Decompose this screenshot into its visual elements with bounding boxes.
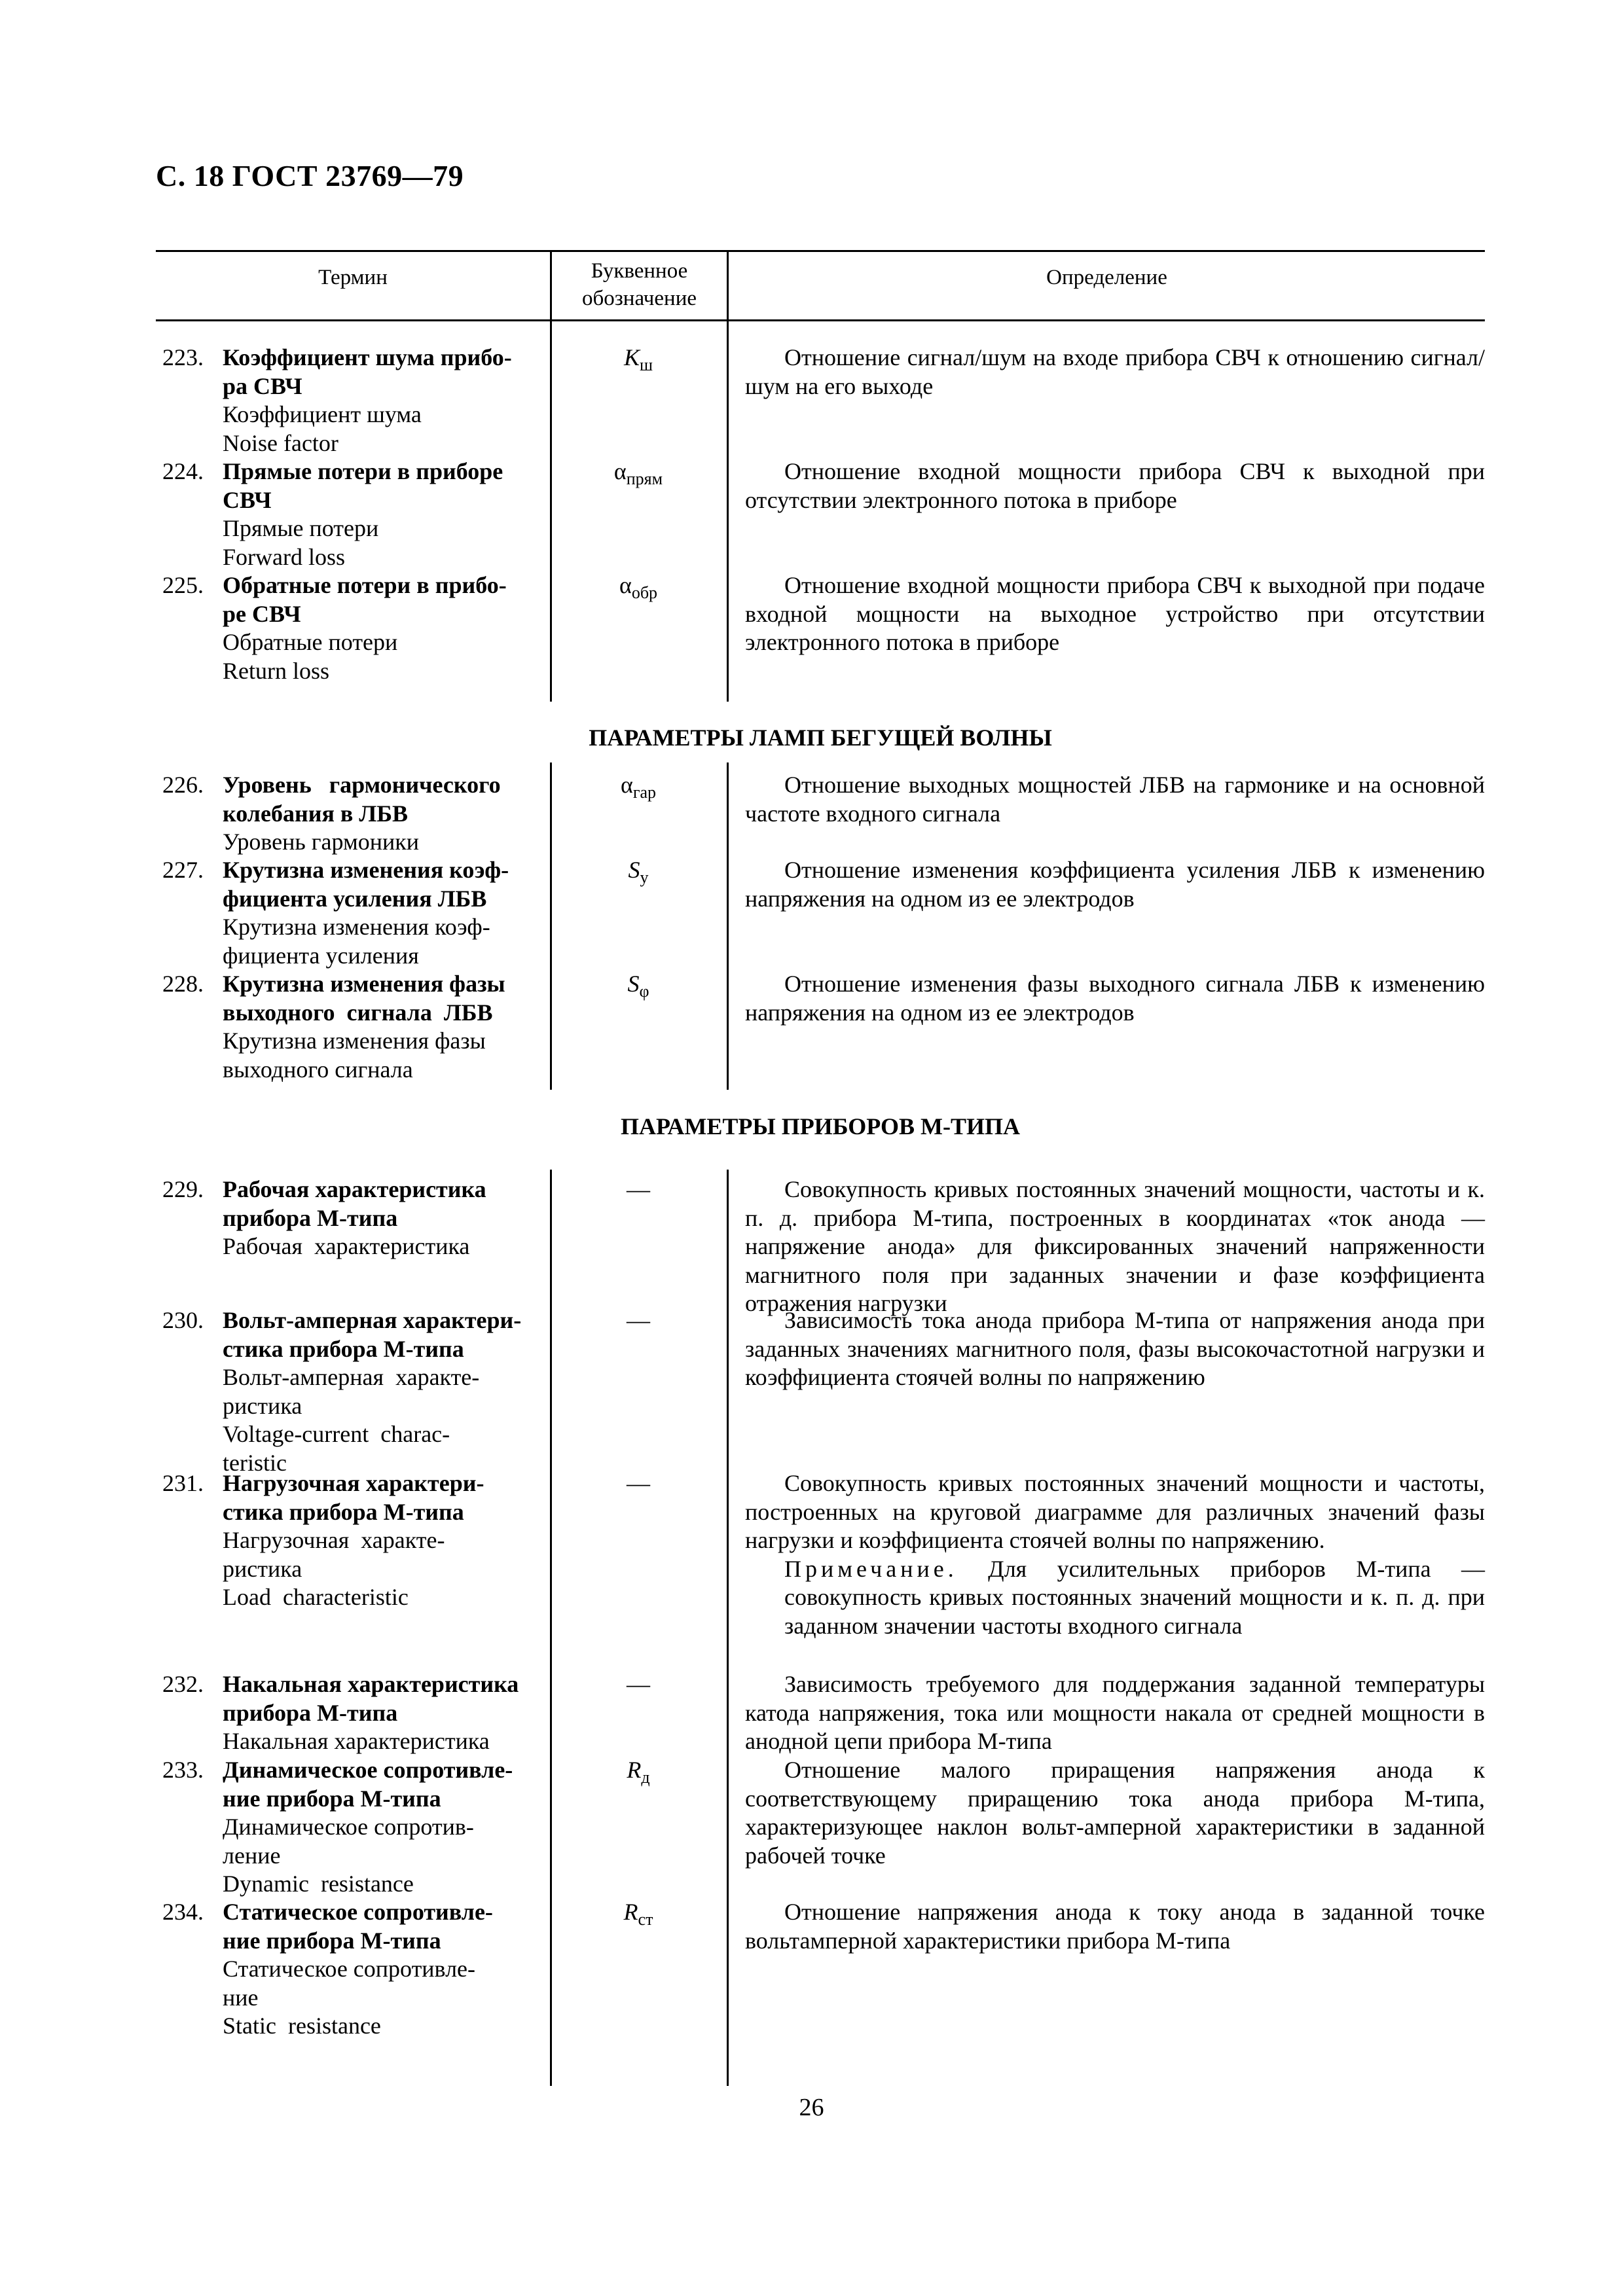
term-entry: [162, 856, 549, 970]
term-number: 228.: [162, 971, 204, 997]
term-english: Dynamic resistance: [223, 1871, 414, 1897]
term-symbol: [550, 1898, 727, 1934]
term-definition: [745, 571, 1485, 657]
term-definition: [745, 856, 1485, 913]
definition-text: Отношение малого приращения напряжения анода к соответствующему приращению тока анода прибора М-типа, характеризующее наклон вольт-амперной характеристики в заданной рабочей точке: [745, 1757, 1485, 1869]
term-synonym: Крутизна изменения фазы: [223, 1028, 486, 1054]
term-synonym: Прямые потери: [223, 515, 379, 541]
column-header-definition: Определение: [1046, 266, 1167, 289]
term-entry: [162, 344, 549, 457]
note-label: Примечание.: [784, 1555, 958, 1582]
definition-text: Отношение входной мощности прибора СВЧ к выходной при подаче входной мощности на выходное устройство при отсутствии электронного потока в приборе: [745, 572, 1485, 655]
definition-text: Зависимость требуемого для поддержания заданной температуры катода напряжения, тока или мощности накала от средней мощности в анодной цепи прибора М-типа: [745, 1671, 1485, 1754]
term-name: ра СВЧ: [223, 372, 302, 399]
term-name: Динамическое сопротивле-: [223, 1757, 513, 1783]
term-name: колебания в ЛБВ: [223, 800, 409, 827]
definition-text: Отношение изменения коэффициента усиления ЛБВ к изменению напряжения на одном из ее электродов: [745, 857, 1485, 912]
symbol-main: R: [627, 1757, 642, 1783]
term-entry: [162, 771, 549, 857]
term-number: 232.: [162, 1671, 204, 1697]
term-number: 223.: [162, 344, 204, 370]
symbol-main: S: [628, 857, 640, 883]
term-synonym: Обратные потери: [223, 629, 398, 655]
term-symbol: [550, 856, 727, 892]
term-synonym: Накальная характеристика: [223, 1728, 490, 1754]
symbol-main: α: [613, 458, 627, 484]
term-symbol: [550, 970, 727, 1006]
term-name: Уровень гармонического: [223, 772, 501, 798]
symbol-sub: обр: [631, 583, 658, 602]
definition-text: Отношение выходных мощностей ЛБВ на гармонике и на основной частоте входного сигнала: [745, 772, 1485, 827]
term-english: Noise factor: [223, 429, 338, 456]
definition-text: Зависимость тока анода прибора М-типа от напряжения анода при заданных значениях магнитного поля, фазы высокочастотной нагрузки и коэффициента стоячей волны по напряжению: [745, 1307, 1485, 1390]
term-synonym: выходного сигнала: [223, 1056, 413, 1083]
symbol-sub: φ: [639, 982, 649, 1001]
definition-text: Совокупность кривых постоянных значений мощности, частоты и к. п. д. прибора М-типа, построенных в координатах «ток анода — напряжение анода» для фиксированных значений напряженности магнитного поля при заданных значении и фазе коэффициента отражения нагрузки: [745, 1176, 1485, 1316]
column-divider: [727, 762, 729, 1090]
term-entry: [162, 1306, 549, 1477]
symbol-main: K: [623, 344, 640, 370]
symbol-sub: д: [641, 1768, 650, 1787]
term-number: 231.: [162, 1470, 204, 1496]
term-name: ние прибора М-типа: [223, 1785, 441, 1812]
note-text: Для усилительных приборов М-типа — совокупность кривых постоянных значений мощности и к. п. д. при заданном значении частоты входного сигнала: [784, 1555, 1486, 1639]
definition-text: Отношение сигнал/шум на входе прибора СВЧ к отношению сигнал/шум на его выходе: [745, 344, 1485, 399]
term-name: выходного сигнала ЛБВ: [223, 999, 493, 1026]
term-symbol: [550, 344, 727, 380]
term-synonym: Динамическое сопротив-: [223, 1814, 474, 1840]
term-english: Return loss: [223, 657, 330, 684]
term-symbol: —: [627, 1176, 650, 1202]
term-name: Накальная характеристика: [223, 1671, 519, 1697]
definition-text: Отношение напряжения анода к току анода в заданной точке вольтамперной характеристики прибора М-типа: [745, 1899, 1485, 1954]
term-definition: [745, 1670, 1485, 1756]
term-definition: [745, 457, 1485, 514]
term-name: ре СВЧ: [223, 600, 301, 627]
term-name: прибора М-типа: [223, 1699, 398, 1726]
term-name: ние прибора М-типа: [223, 1927, 441, 1954]
term-synonym: Рабочая характеристика: [223, 1233, 470, 1259]
table-header-rule: [156, 319, 1485, 321]
term-definition: [745, 1306, 1485, 1392]
term-name: Крутизна изменения фазы: [223, 971, 505, 997]
term-entry: [162, 457, 549, 571]
term-number: 226.: [162, 772, 204, 798]
term-symbol: [550, 771, 727, 807]
term-symbol: [550, 457, 727, 493]
term-name: Вольт-амперная характери-: [223, 1307, 522, 1333]
term-english: teristic: [223, 1449, 287, 1476]
definition-text: Отношение изменения фазы выходного сигнала ЛБВ к изменению напряжения на одном из ее электродов: [745, 971, 1485, 1026]
term-number: 225.: [162, 572, 204, 598]
column-header-term: Термин: [318, 266, 388, 289]
term-name: Рабочая характеристика: [223, 1176, 486, 1202]
term-definition: [745, 1898, 1485, 1955]
term-entry: [162, 571, 549, 685]
term-symbol: —: [627, 1307, 650, 1333]
term-symbol: [550, 571, 727, 607]
term-entry: [162, 1898, 549, 2041]
term-name: Крутизна изменения коэф-: [223, 857, 509, 883]
section-heading: ПАРАМЕТРЫ ЛАМП БЕГУЩЕЙ ВОЛНЫ: [589, 725, 1052, 751]
term-number: 230.: [162, 1307, 204, 1333]
definition-note: [784, 1555, 1485, 1641]
term-entry: [162, 1469, 549, 1612]
term-number: 224.: [162, 458, 204, 484]
column-header-symbol-line2: обозначение: [581, 287, 697, 310]
column-divider: [550, 762, 552, 1090]
term-synonym: Статическое сопротивле-: [223, 1956, 476, 1982]
symbol-sub: ст: [638, 1910, 653, 1929]
term-synonym: ристика: [223, 1555, 302, 1582]
term-name: стика прибора М-типа: [223, 1335, 464, 1362]
term-english: Load characteristic: [223, 1584, 409, 1610]
section-heading: ПАРАМЕТРЫ ПРИБОРОВ М-ТИПА: [620, 1113, 1021, 1139]
term-definition: [745, 771, 1485, 828]
term-entry: [162, 1670, 549, 1756]
page-header: С. 18 ГОСТ 23769—79: [156, 159, 464, 192]
term-number: 227.: [162, 857, 204, 883]
symbol-sub: прям: [626, 469, 663, 488]
term-english: Voltage-current charac-: [223, 1421, 450, 1447]
symbol-sub: ш: [639, 355, 653, 374]
term-entry: [162, 1175, 549, 1261]
term-name: Прямые потери в приборе: [223, 458, 503, 484]
term-name: прибора М-типа: [223, 1204, 398, 1231]
term-entry: [162, 1756, 549, 1899]
symbol-sub: у: [640, 868, 649, 887]
term-symbol: [550, 1756, 727, 1792]
term-number: 234.: [162, 1899, 204, 1925]
term-definition: [745, 344, 1485, 401]
page-number: 26: [799, 2094, 824, 2121]
term-english: Forward loss: [223, 543, 345, 570]
symbol-sub: гар: [632, 783, 657, 802]
term-synonym: Крутизна изменения коэф-: [223, 914, 490, 940]
term-synonym: Вольт-амперная характе-: [223, 1364, 480, 1390]
term-synonym: фициента усиления: [223, 942, 419, 969]
term-synonym: Нагрузочная характе-: [223, 1527, 445, 1553]
term-name: стика прибора М-типа: [223, 1498, 464, 1525]
term-synonym: ние: [223, 1984, 259, 2011]
term-symbol: —: [627, 1470, 650, 1496]
column-divider: [727, 250, 729, 702]
term-definition: [745, 970, 1485, 1027]
term-synonym: Коэффициент шума: [223, 401, 422, 427]
term-name: Коэффициент шума прибо-: [223, 344, 512, 370]
term-synonym: ление: [223, 1842, 281, 1869]
symbol-main: S: [627, 971, 640, 997]
term-synonym: ристика: [223, 1392, 302, 1419]
definition-text: Совокупность кривых постоянных значений мощности и частоты, построенных на круговой диаграмме для различных значений фазы нагрузки и коэффициента стоячей волны по напряжению.: [745, 1470, 1485, 1553]
term-name: Обратные потери в прибо-: [223, 572, 507, 598]
term-number: 233.: [162, 1757, 204, 1783]
term-synonym: Уровень гармоники: [223, 829, 420, 855]
term-name: фициента усиления ЛБВ: [223, 885, 487, 912]
column-header-symbol: [552, 257, 727, 312]
column-header-symbol-line1: Буквенное: [591, 259, 688, 283]
term-definition: [745, 1175, 1485, 1318]
term-name: Нагрузочная характери-: [223, 1470, 484, 1496]
term-definition: [745, 1469, 1485, 1640]
term-definition: [745, 1756, 1485, 1870]
term-name: СВЧ: [223, 486, 272, 513]
term-symbol: —: [627, 1671, 650, 1697]
symbol-main: α: [619, 572, 632, 598]
table-top-rule: [156, 250, 1485, 252]
definition-text: Отношение входной мощности прибора СВЧ к выходной при отсутствии электронного потока в приборе: [745, 458, 1485, 513]
term-number: 229.: [162, 1176, 204, 1202]
term-entry: [162, 970, 549, 1084]
term-english: Static resistance: [223, 2013, 381, 2039]
term-name: Статическое сопротивле-: [223, 1899, 493, 1925]
column-divider: [727, 1170, 729, 2086]
symbol-main: α: [620, 772, 633, 798]
symbol-main: R: [623, 1899, 638, 1925]
